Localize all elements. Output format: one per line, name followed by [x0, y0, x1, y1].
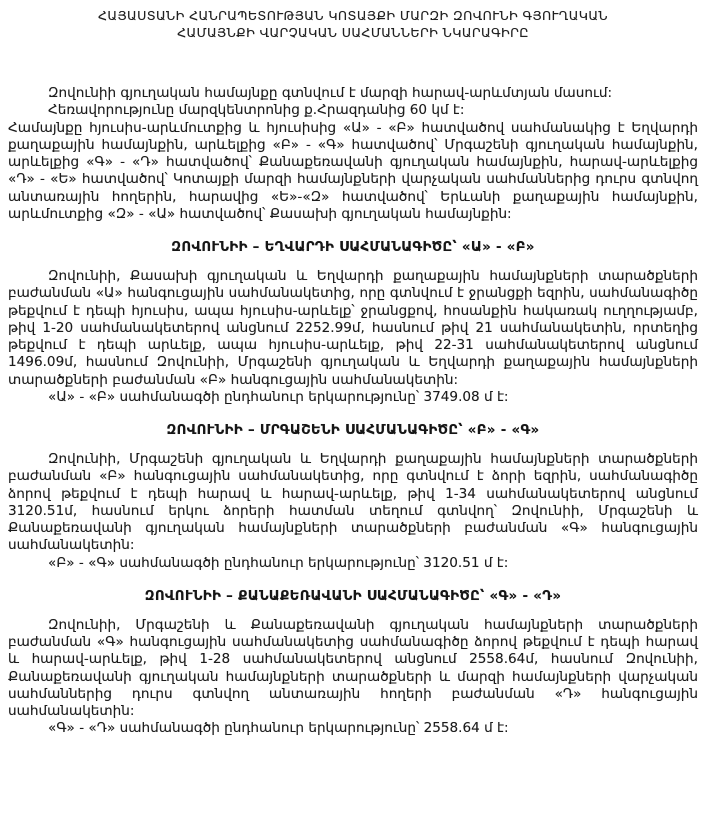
- intro-paragraph-location: Զովունիի գյուղական համայնքը գտնվում է մարզի հարավ-արևմտյան մասում:: [48, 85, 613, 101]
- intro-paragraph-neighbors: Համայնքը հյուսիս-արևմուտքից և հյուսիսից «Ա» - «Բ» հատվածով սահմանակից է Եղվարդի քաղաքային համայնքին, արևելքից «Բ» - «Գ» հատվածով՝ Մրգաշենի գյուղական համայնքին, արևելքից «Գ» - «Դ» հատվածով՝ Քանաքեռավանի գյուղական համայնքին, հարավ-արևելքից «Դ» - «Ե» հատվածով՝ Կոտայքի մարզի համայնքների վարչական սահմաններից դուրս գտնվող անտառային հողերին, հարավից «Ե»-«Զ» հատվածով՝ Երևանի քաղաքային համայնքին, արևմուտքից «Զ» - «Ա» հատվածով՝ Քասախի գյուղական համայնքին:: [8, 119, 698, 222]
- doc-title-line2: ՀԱՄԱՅՆՔԻ ՎԱՐՉԱԿԱՆ ՍԱՀՄԱՆՆԵՐԻ ՆԿԱՐԱԳԻՐԸ: [177, 25, 529, 40]
- section-yeghvard-heading: ԶՈՎՈՒՆԻԻ – ԵՂՎԱՐԴԻ ՍԱՀՄԱՆԱԳԻԾԸ՝ «Ա» - «Բ»: [171, 240, 535, 255]
- section-mrgashen-body: Զովունիի, Մրգաշենի գյուղական և Եղվարդի քաղաքային համայնքների տարածքների բաժանման «Բ» հանգուցային սահմանակետից, որը գտնվում է ձորի եզրին, սահմանագիծը ձորով թեքվում է դեպի հարավ և հարավ-արևելք, թիվ 1-34 սահմանակետերով անցնում 3120.51մ, հասնում երկու ձորերի հատման տեղում գտնվող՝ Զովունիի, Մրգաշենի և Քանաքեռավանի գյուղական համայնքների տարածքների բաժանման «Գ» հանգուցային սահմանակետին:: [8, 451, 698, 554]
- intro-paragraph-distance: Հեռավորությունը մարզկենտրոնից ք.Հրազդանից 60 կմ է:: [48, 102, 465, 119]
- section-kanakeravan-heading: ԶՈՎՈՒՆԻԻ – ՔԱՆԱՔԵՌԱՎԱՆԻ ՍԱՀՄԱՆԱԳԻԾԸ՝ «Գ» - «Դ»: [144, 588, 562, 604]
- doc-title-line1: ՀԱՅԱՍՏԱՆԻ ՀԱՆՐԱՊԵՏՈՒԹՅԱՆ ԿՈՏԱՅՔԻ ՄԱՐԶԻ ԶՈՎՈՒՆԻ ԳՅՈՒՂԱԿԱՆ: [98, 8, 608, 23]
- section-yeghvard-body: Զովունիի, Քասախի գյուղական և Եղվարդի քաղաքային համայնքների տարածքների բաժանման «Ա» հանգուցային սահմանակետից, որը գտնվում է ջրանցքի եզրին, սահմանագիծը թեքվում է դեպի հյուսիս, ապա հյուսիս-արևելք՝ ջրանցքով, հոսանքին հակառակ ուղղությամբ, թիվ 1-20 սահմանակետերով անցնում 2252.99մ, հասնում թիվ 21 սահմանակետին, որտեղից թեքվում է դեպի արևելք, ապա հյուսիս-արևելք, թիվ 22-31 սահմանակետերով անցնում 1496.09մ, հասնում Զովունիի, Մրգաշենի գյուղական և Եղվարդի քաղաքային համայնքների տարածքների բաժանման «Բ» հանգուցային սահմանակետին:: [8, 268, 698, 388]
- section-kanakeravan-body: Զովունիի, Մրգաշենի և Քանաքեռավանի գյուղական համայնքների տարածքների բաժանման «Գ» հանգուցային սահմանակետից սահմանագիծը ձորով թեքվում է դեպի հարավ և հարավ-արևելք, թիվ 1-28 սահմանակետերով անցնում 2558.64մ, հասնում Զովունիի, Քանաքեռավանի գյուղական համայնքների տարածքների և մարզի համայնքների վարչական սահմաններից դուրս գտնվող անտառային հողերի բաժանման «Դ» հանգուցային սահմանակետին:: [8, 616, 698, 719]
- section-mrgashen-heading: ԶՈՎՈՒՆԻԻ – ՄՐԳԱՇԵՆԻ ՍԱՀՄԱՆԱԳԻԾԸ՝ «Բ» - «Գ»: [166, 423, 540, 438]
- section-mrgashen-summary: «Բ» - «Գ» սահմանագծի ընդհանուր երկարությունը՝ 3120.51 մ է:: [48, 554, 509, 571]
- section-yeghvard-summary: «Ա» - «Բ» սահմանագծի ընդհանուր երկարությունը՝ 3749.08 մ է:: [48, 388, 509, 405]
- section-kanakeravan-summary: «Գ» - «Դ» սահմանագծի ընդհանուր երկարությունը՝ 2558.64 մ է:: [48, 720, 509, 737]
- doc-title: [8, 7, 698, 41]
